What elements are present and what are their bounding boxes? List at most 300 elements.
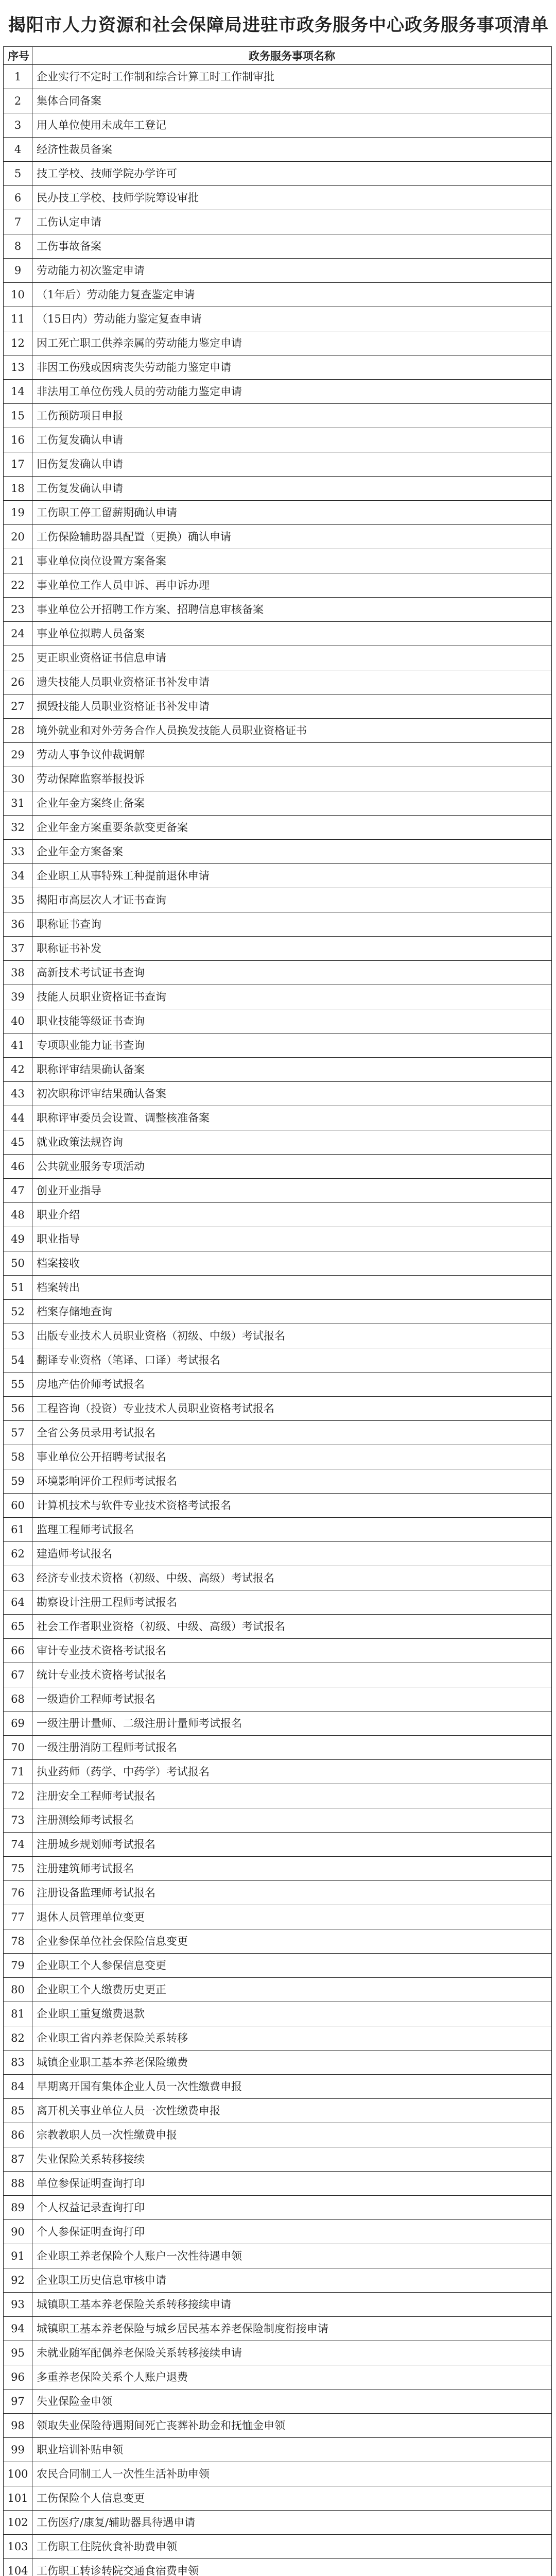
row-index: 28 bbox=[4, 719, 32, 743]
table-row bbox=[4, 719, 552, 743]
table-row bbox=[4, 1348, 552, 1372]
row-item-name: 用人单位使用未成年工登记 bbox=[32, 113, 552, 138]
row-item-name: 出版专业技术人员职业资格（初级、中级）考试报名 bbox=[32, 1324, 552, 1348]
row-item-name: 高新技术考试证书查询 bbox=[32, 961, 552, 985]
row-item-name: 职业指导 bbox=[32, 1227, 552, 1251]
row-item-name: 揭阳市高层次人才证书查询 bbox=[32, 888, 552, 912]
row-index: 75 bbox=[4, 1857, 32, 1881]
table-row bbox=[4, 452, 552, 477]
header-index: 序号 bbox=[4, 47, 32, 65]
row-item-name: 工伤认定申请 bbox=[32, 210, 552, 234]
row-item-name: 企业年金方案重要条款变更备案 bbox=[32, 816, 552, 840]
row-index: 97 bbox=[4, 2389, 32, 2414]
table-row bbox=[4, 355, 552, 380]
row-item-name: 职业培训补贴申领 bbox=[32, 2438, 552, 2462]
row-item-name: 工伤医疗/康复/辅助器具待遇申请 bbox=[32, 2511, 552, 2535]
row-index: 33 bbox=[4, 840, 32, 864]
row-index: 93 bbox=[4, 2293, 32, 2317]
table-row bbox=[4, 1179, 552, 1203]
page-title: 揭阳市人力资源和社会保障局进驻市政务服务中心政务服务事项清单 bbox=[8, 14, 549, 36]
row-item-name: 公共就业服务专项活动 bbox=[32, 1155, 552, 1179]
table-row bbox=[4, 1058, 552, 1082]
header-item-name: 政务服务事项名称 bbox=[32, 47, 552, 65]
row-item-name: 企业参保单位社会保险信息变更 bbox=[32, 1929, 552, 1954]
table-row bbox=[4, 113, 552, 138]
table-row bbox=[4, 1808, 552, 1833]
table-row bbox=[4, 1784, 552, 1808]
row-item-name: 经济性裁员备案 bbox=[32, 138, 552, 162]
row-index: 78 bbox=[4, 1929, 32, 1954]
row-item-name: 房地产估价师考试报名 bbox=[32, 1372, 552, 1397]
row-item-name: 审计专业技术资格考试报名 bbox=[32, 1639, 552, 1663]
row-index: 77 bbox=[4, 1905, 32, 1929]
table-row bbox=[4, 1421, 552, 1445]
row-index: 82 bbox=[4, 2026, 32, 2050]
row-index: 5 bbox=[4, 162, 32, 186]
table-row bbox=[4, 89, 552, 113]
row-index: 71 bbox=[4, 1760, 32, 1784]
table-row bbox=[4, 2414, 552, 2438]
row-index: 62 bbox=[4, 1542, 32, 1566]
row-item-name: 一级注册消防工程师考试报名 bbox=[32, 1736, 552, 1760]
row-index: 57 bbox=[4, 1421, 32, 1445]
row-item-name: 技工学校、技师学院办学许可 bbox=[32, 162, 552, 186]
row-index: 48 bbox=[4, 1203, 32, 1227]
row-index: 34 bbox=[4, 864, 32, 888]
row-item-name: 城镇企业职工基本养老保险缴费 bbox=[32, 2050, 552, 2075]
row-index: 81 bbox=[4, 2002, 32, 2026]
table-header-row bbox=[4, 47, 552, 65]
row-index: 96 bbox=[4, 2365, 32, 2389]
row-item-name: 工伤保险个人信息变更 bbox=[32, 2486, 552, 2511]
table-row bbox=[4, 1760, 552, 1784]
table-row bbox=[4, 2438, 552, 2462]
row-index: 74 bbox=[4, 1833, 32, 1857]
row-item-name: 勘察设计注册工程师考试报名 bbox=[32, 1590, 552, 1615]
row-item-name: 工伤职工住院伙食补助费申领 bbox=[32, 2535, 552, 2559]
row-item-name: （1年后）劳动能力复查鉴定申请 bbox=[32, 283, 552, 307]
row-item-name: 注册建筑师考试报名 bbox=[32, 1857, 552, 1881]
table-row bbox=[4, 1494, 552, 1518]
row-item-name: 集体合同备案 bbox=[32, 89, 552, 113]
table-row bbox=[4, 1590, 552, 1615]
row-index: 103 bbox=[4, 2535, 32, 2559]
row-index: 104 bbox=[4, 2559, 32, 2576]
row-index: 14 bbox=[4, 380, 32, 404]
row-item-name: 旧伤复发确认申请 bbox=[32, 452, 552, 477]
table-row bbox=[4, 816, 552, 840]
row-item-name: 企业职工个人缴费历史更正 bbox=[32, 1978, 552, 2002]
table-row bbox=[4, 2365, 552, 2389]
row-index: 10 bbox=[4, 283, 32, 307]
row-index: 36 bbox=[4, 912, 32, 937]
row-item-name: 事业单位公开招聘工作方案、招聘信息审核备案 bbox=[32, 598, 552, 622]
row-index: 3 bbox=[4, 113, 32, 138]
row-item-name: 工伤保险辅助器具配置（更换）确认申请 bbox=[32, 525, 552, 549]
table-row bbox=[4, 743, 552, 767]
row-index: 9 bbox=[4, 259, 32, 283]
table-row bbox=[4, 1566, 552, 1590]
row-index: 94 bbox=[4, 2317, 32, 2341]
table-row bbox=[4, 283, 552, 307]
row-index: 100 bbox=[4, 2462, 32, 2486]
row-item-name: 事业单位公开招聘考试报名 bbox=[32, 1445, 552, 1469]
table-row bbox=[4, 2099, 552, 2123]
table-row bbox=[4, 888, 552, 912]
table-row bbox=[4, 646, 552, 670]
table-row bbox=[4, 1518, 552, 1542]
row-index: 54 bbox=[4, 1348, 32, 1372]
service-items-table bbox=[3, 46, 552, 2576]
row-item-name: 退休人员管理单位变更 bbox=[32, 1905, 552, 1929]
row-index: 89 bbox=[4, 2196, 32, 2220]
row-index: 58 bbox=[4, 1445, 32, 1469]
row-item-name: 事业单位岗位设置方案备案 bbox=[32, 549, 552, 573]
table-row bbox=[4, 840, 552, 864]
row-item-name: 单位参保证明查询打印 bbox=[32, 2172, 552, 2196]
row-index: 79 bbox=[4, 1954, 32, 1978]
row-index: 66 bbox=[4, 1639, 32, 1663]
row-index: 73 bbox=[4, 1808, 32, 1833]
row-item-name: 企业职工养老保险个人账户一次性待遇申领 bbox=[32, 2244, 552, 2268]
table-row bbox=[4, 1155, 552, 1179]
row-item-name: 环境影响评价工程师考试报名 bbox=[32, 1469, 552, 1494]
row-index: 16 bbox=[4, 428, 32, 452]
row-index: 88 bbox=[4, 2172, 32, 2196]
row-item-name: 工程咨询（投资）专业技术人员职业资格考试报名 bbox=[32, 1397, 552, 1421]
row-index: 29 bbox=[4, 743, 32, 767]
table-row bbox=[4, 598, 552, 622]
row-item-name: 职业介绍 bbox=[32, 1203, 552, 1227]
row-item-name: 非法用工单位伤残人员的劳动能力鉴定申请 bbox=[32, 380, 552, 404]
table-row bbox=[4, 1978, 552, 2002]
table-row bbox=[4, 961, 552, 985]
table-row bbox=[4, 1251, 552, 1276]
row-index: 60 bbox=[4, 1494, 32, 1518]
row-item-name: 就业政策法规咨询 bbox=[32, 1130, 552, 1155]
table-row bbox=[4, 1130, 552, 1155]
row-item-name: 企业年金方案备案 bbox=[32, 840, 552, 864]
row-index: 46 bbox=[4, 1155, 32, 1179]
row-item-name: 监理工程师考试报名 bbox=[32, 1518, 552, 1542]
table-row bbox=[4, 138, 552, 162]
row-item-name: 注册测绘师考试报名 bbox=[32, 1808, 552, 1833]
row-item-name: 建造师考试报名 bbox=[32, 1542, 552, 1566]
row-item-name: 工伤职工停工留薪期确认申请 bbox=[32, 501, 552, 525]
row-index: 2 bbox=[4, 89, 32, 113]
row-index: 15 bbox=[4, 404, 32, 428]
row-item-name: 企业职工省内养老保险关系转移 bbox=[32, 2026, 552, 2050]
row-index: 76 bbox=[4, 1881, 32, 1905]
table-row bbox=[4, 573, 552, 598]
row-item-name: 个人参保证明查询打印 bbox=[32, 2220, 552, 2244]
table-row bbox=[4, 1687, 552, 1711]
row-item-name: 民办技工学校、技师学院筹设审批 bbox=[32, 186, 552, 210]
row-item-name: 工伤职工转诊转院交通食宿费申领 bbox=[32, 2559, 552, 2576]
table-row bbox=[4, 2147, 552, 2172]
table-row bbox=[4, 404, 552, 428]
row-item-name: 多重养老保险关系个人账户退费 bbox=[32, 2365, 552, 2389]
table-row bbox=[4, 985, 552, 1009]
row-item-name: 档案存储地查询 bbox=[32, 1300, 552, 1324]
table-row bbox=[4, 2389, 552, 2414]
table-row bbox=[4, 1663, 552, 1687]
row-index: 24 bbox=[4, 622, 32, 646]
table-row bbox=[4, 622, 552, 646]
row-index: 20 bbox=[4, 525, 32, 549]
row-item-name: 社会工作者职业资格（初级、中级、高级）考试报名 bbox=[32, 1615, 552, 1639]
table-row bbox=[4, 1881, 552, 1905]
table-row bbox=[4, 259, 552, 283]
table-row bbox=[4, 2559, 552, 2576]
table-row bbox=[4, 2317, 552, 2341]
table-row bbox=[4, 162, 552, 186]
table-row bbox=[4, 1227, 552, 1251]
table-row bbox=[4, 549, 552, 573]
row-item-name: 企业职工个人参保信息变更 bbox=[32, 1954, 552, 1978]
table-row bbox=[4, 1542, 552, 1566]
row-item-name: 统计专业技术资格考试报名 bbox=[32, 1663, 552, 1687]
row-item-name: 注册设备监理师考试报名 bbox=[32, 1881, 552, 1905]
row-index: 53 bbox=[4, 1324, 32, 1348]
row-index: 72 bbox=[4, 1784, 32, 1808]
row-index: 90 bbox=[4, 2220, 32, 2244]
row-index: 22 bbox=[4, 573, 32, 598]
row-index: 11 bbox=[4, 307, 32, 331]
row-item-name: 更正职业资格证书信息申请 bbox=[32, 646, 552, 670]
row-item-name: 劳动人事争议仲裁调解 bbox=[32, 743, 552, 767]
row-index: 17 bbox=[4, 452, 32, 477]
row-index: 13 bbox=[4, 355, 32, 380]
row-item-name: 离开机关事业单位人员一次性缴费申报 bbox=[32, 2099, 552, 2123]
row-index: 44 bbox=[4, 1106, 32, 1130]
row-item-name: 一级注册计量师、二级注册计量师考试报名 bbox=[32, 1711, 552, 1736]
row-index: 18 bbox=[4, 477, 32, 501]
table-row bbox=[4, 767, 552, 791]
row-item-name: 早期离开国有集体企业人员一次性缴费申报 bbox=[32, 2075, 552, 2099]
row-index: 45 bbox=[4, 1130, 32, 1155]
row-item-name: 劳动保障监察举报投诉 bbox=[32, 767, 552, 791]
row-item-name: 企业职工从事特殊工种提前退休申请 bbox=[32, 864, 552, 888]
row-index: 42 bbox=[4, 1058, 32, 1082]
row-item-name: 执业药师（药学、中药学）考试报名 bbox=[32, 1760, 552, 1784]
row-index: 69 bbox=[4, 1711, 32, 1736]
row-item-name: 个人权益记录查询打印 bbox=[32, 2196, 552, 2220]
row-index: 87 bbox=[4, 2147, 32, 2172]
table-row bbox=[4, 912, 552, 937]
row-index: 65 bbox=[4, 1615, 32, 1639]
row-item-name: 职称评审委员会设置、调整核准备案 bbox=[32, 1106, 552, 1130]
table-row bbox=[4, 670, 552, 694]
table-row bbox=[4, 1203, 552, 1227]
row-index: 40 bbox=[4, 1009, 32, 1033]
table-row bbox=[4, 1711, 552, 1736]
table-row bbox=[4, 2196, 552, 2220]
table-row bbox=[4, 791, 552, 816]
table-row bbox=[4, 1397, 552, 1421]
row-item-name: 工伤复发确认申请 bbox=[32, 477, 552, 501]
row-index: 39 bbox=[4, 985, 32, 1009]
table-row bbox=[4, 2123, 552, 2147]
row-item-name: 创业开业指导 bbox=[32, 1179, 552, 1203]
table-row bbox=[4, 1300, 552, 1324]
row-item-name: 因工死亡职工供养亲属的劳动能力鉴定申请 bbox=[32, 331, 552, 355]
row-item-name: 档案接收 bbox=[32, 1251, 552, 1276]
row-item-name: 失业保险关系转移接续 bbox=[32, 2147, 552, 2172]
row-item-name: 全省公务员录用考试报名 bbox=[32, 1421, 552, 1445]
row-item-name: 事业单位拟聘人员备案 bbox=[32, 622, 552, 646]
row-index: 19 bbox=[4, 501, 32, 525]
table-row bbox=[4, 1929, 552, 1954]
row-index: 35 bbox=[4, 888, 32, 912]
row-item-name: 企业职工历史信息审核申请 bbox=[32, 2268, 552, 2293]
table-row bbox=[4, 2462, 552, 2486]
table-row bbox=[4, 1372, 552, 1397]
row-index: 67 bbox=[4, 1663, 32, 1687]
row-index: 26 bbox=[4, 670, 32, 694]
row-index: 99 bbox=[4, 2438, 32, 2462]
row-index: 6 bbox=[4, 186, 32, 210]
table-row bbox=[4, 1954, 552, 1978]
row-index: 32 bbox=[4, 816, 32, 840]
row-index: 7 bbox=[4, 210, 32, 234]
row-item-name: 工伤事故备案 bbox=[32, 234, 552, 259]
row-index: 56 bbox=[4, 1397, 32, 1421]
table-row bbox=[4, 1082, 552, 1106]
row-index: 50 bbox=[4, 1251, 32, 1276]
row-item-name: 领取失业保险待遇期间死亡丧葬补助金和抚恤金申领 bbox=[32, 2414, 552, 2438]
row-index: 92 bbox=[4, 2268, 32, 2293]
table-row bbox=[4, 1905, 552, 1929]
row-index: 68 bbox=[4, 1687, 32, 1711]
row-item-name: 工伤预防项目申报 bbox=[32, 404, 552, 428]
table-body bbox=[4, 65, 552, 2576]
row-item-name: 未就业随军配偶养老保险关系转移接续申请 bbox=[32, 2341, 552, 2365]
row-item-name: （15日内）劳动能力鉴定复查申请 bbox=[32, 307, 552, 331]
row-item-name: 职称证书查询 bbox=[32, 912, 552, 937]
table-row bbox=[4, 2293, 552, 2317]
row-index: 61 bbox=[4, 1518, 32, 1542]
row-index: 25 bbox=[4, 646, 32, 670]
row-item-name: 经济专业技术资格（初级、中级、高级）考试报名 bbox=[32, 1566, 552, 1590]
row-index: 102 bbox=[4, 2511, 32, 2535]
row-index: 101 bbox=[4, 2486, 32, 2511]
table-row bbox=[4, 477, 552, 501]
row-item-name: 失业保险金申领 bbox=[32, 2389, 552, 2414]
table-row bbox=[4, 307, 552, 331]
row-item-name: 宗教教职人员一次性缴费申报 bbox=[32, 2123, 552, 2147]
table-row bbox=[4, 2220, 552, 2244]
table-row bbox=[4, 2244, 552, 2268]
table-row bbox=[4, 186, 552, 210]
table-row bbox=[4, 1276, 552, 1300]
table-row bbox=[4, 1833, 552, 1857]
table-row bbox=[4, 1736, 552, 1760]
table-row bbox=[4, 2535, 552, 2559]
row-item-name: 注册城乡规划师考试报名 bbox=[32, 1833, 552, 1857]
row-index: 91 bbox=[4, 2244, 32, 2268]
table-row bbox=[4, 2511, 552, 2535]
row-index: 85 bbox=[4, 2099, 32, 2123]
table-row bbox=[4, 1615, 552, 1639]
row-index: 63 bbox=[4, 1566, 32, 1590]
row-index: 98 bbox=[4, 2414, 32, 2438]
table-row bbox=[4, 1445, 552, 1469]
row-index: 12 bbox=[4, 331, 32, 355]
table-row bbox=[4, 331, 552, 355]
table-row bbox=[4, 428, 552, 452]
row-index: 8 bbox=[4, 234, 32, 259]
row-index: 37 bbox=[4, 937, 32, 961]
row-item-name: 损毁技能人员职业资格证书补发申请 bbox=[32, 694, 552, 719]
table-row bbox=[4, 694, 552, 719]
row-index: 51 bbox=[4, 1276, 32, 1300]
row-item-name: 企业实行不定时工作制和综合计算工时工作制审批 bbox=[32, 65, 552, 89]
row-index: 55 bbox=[4, 1372, 32, 1397]
row-index: 1 bbox=[4, 65, 32, 89]
row-index: 84 bbox=[4, 2075, 32, 2099]
table-row bbox=[4, 2026, 552, 2050]
row-item-name: 初次职称评审结果确认备案 bbox=[32, 1082, 552, 1106]
row-index: 86 bbox=[4, 2123, 32, 2147]
row-index: 23 bbox=[4, 598, 32, 622]
row-index: 49 bbox=[4, 1227, 32, 1251]
row-index: 27 bbox=[4, 694, 32, 719]
table-row bbox=[4, 234, 552, 259]
row-item-name: 职称证书补发 bbox=[32, 937, 552, 961]
row-index: 21 bbox=[4, 549, 32, 573]
row-item-name: 专项职业能力证书查询 bbox=[32, 1033, 552, 1058]
row-item-name: 注册安全工程师考试报名 bbox=[32, 1784, 552, 1808]
table-row bbox=[4, 501, 552, 525]
table-row bbox=[4, 864, 552, 888]
row-index: 59 bbox=[4, 1469, 32, 1494]
table-row bbox=[4, 1324, 552, 1348]
row-item-name: 城镇职工基本养老保险与城乡居民基本养老保险制度衔接申请 bbox=[32, 2317, 552, 2341]
row-index: 30 bbox=[4, 767, 32, 791]
table-row bbox=[4, 1857, 552, 1881]
table-row bbox=[4, 2002, 552, 2026]
row-index: 64 bbox=[4, 1590, 32, 1615]
row-item-name: 一级造价工程师考试报名 bbox=[32, 1687, 552, 1711]
table-row bbox=[4, 380, 552, 404]
table-row bbox=[4, 937, 552, 961]
table-row bbox=[4, 2486, 552, 2511]
row-index: 95 bbox=[4, 2341, 32, 2365]
table-row bbox=[4, 1033, 552, 1058]
table-row bbox=[4, 1639, 552, 1663]
row-index: 43 bbox=[4, 1082, 32, 1106]
row-item-name: 企业年金方案终止备案 bbox=[32, 791, 552, 816]
row-item-name: 职称评审结果确认备案 bbox=[32, 1058, 552, 1082]
row-item-name: 事业单位工作人员申诉、再申诉办理 bbox=[32, 573, 552, 598]
table-row bbox=[4, 65, 552, 89]
row-item-name: 计算机技术与软件专业技术资格考试报名 bbox=[32, 1494, 552, 1518]
table-row bbox=[4, 2341, 552, 2365]
row-index: 4 bbox=[4, 138, 32, 162]
row-item-name: 技能人员职业资格证书查询 bbox=[32, 985, 552, 1009]
table-row bbox=[4, 210, 552, 234]
row-item-name: 翻译专业资格（笔译、口译）考试报名 bbox=[32, 1348, 552, 1372]
row-item-name: 非因工伤残或因病丧失劳动能力鉴定申请 bbox=[32, 355, 552, 380]
table-row bbox=[4, 2268, 552, 2293]
table-row bbox=[4, 525, 552, 549]
row-index: 70 bbox=[4, 1736, 32, 1760]
row-item-name: 遗失技能人员职业资格证书补发申请 bbox=[32, 670, 552, 694]
row-index: 80 bbox=[4, 1978, 32, 2002]
row-item-name: 境外就业和对外劳务合作人员换发技能人员职业资格证书 bbox=[32, 719, 552, 743]
row-item-name: 劳动能力初次鉴定申请 bbox=[32, 259, 552, 283]
